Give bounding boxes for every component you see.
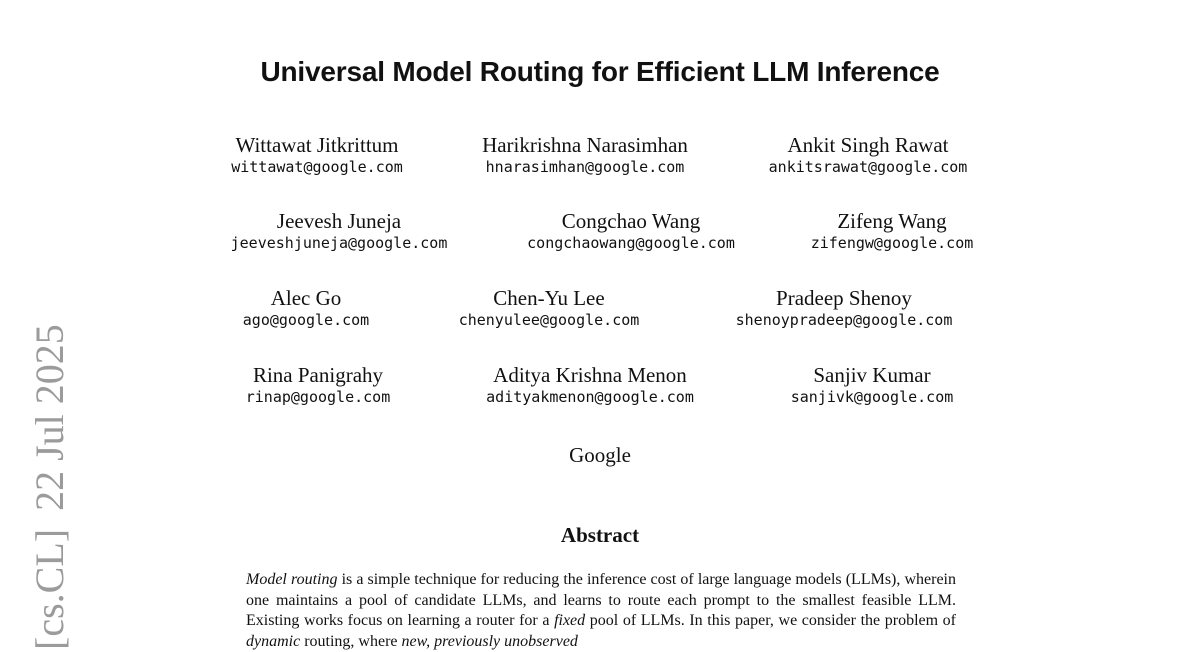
author-email: chenyulee@google.com (458, 311, 640, 329)
arxiv-category: [cs.CL] (27, 528, 72, 650)
abstract-text: is a simple technique for reducing the inference cost of large language models (LLMs), wherein one maintains a pool of candidate LLMs, and learns to route each prompt to the smallest feasible LLM. Existing works focus on learning a router for a (246, 571, 956, 629)
author-name: Rina Panigrahy (252, 363, 384, 387)
author-block (486, 363, 694, 407)
author-block (231, 209, 448, 253)
author-block (231, 133, 403, 177)
author-email: ankitsrawat@google.com (768, 158, 968, 176)
author-email: jeeveshjuneja@google.com (230, 234, 448, 252)
abstract-term-dynamic: dynamic (246, 632, 301, 650)
abstract-term-new: new, previously unobserved (401, 632, 578, 650)
author-email: rinap@google.com (245, 388, 391, 406)
author-block (482, 133, 688, 177)
author-name: Sanjiv Kumar (813, 363, 931, 387)
author-block (769, 133, 968, 177)
author-email: zifengw@google.com (810, 234, 974, 252)
author-name: Alec Go (270, 286, 342, 310)
author-email: shenoypradeep@google.com (735, 311, 953, 329)
author-email: hnarasimhan@google.com (485, 158, 685, 176)
author-email: wittawat@google.com (231, 158, 403, 176)
author-name: Pradeep Shenoy (776, 286, 912, 310)
author-block (243, 286, 369, 330)
author-name: Aditya Krishna Menon (493, 363, 687, 387)
author-name: Jeevesh Juneja (276, 209, 402, 233)
author-block (459, 286, 640, 330)
abstract-text: routing, where (300, 632, 402, 650)
author-block (246, 363, 391, 407)
author-email: congchaowang@google.com (527, 234, 735, 252)
author-block (527, 209, 735, 253)
author-name: Harikrishna Narasimhan (482, 133, 688, 157)
author-name: Chen-Yu Lee (493, 286, 605, 310)
author-block (811, 209, 974, 253)
author-name: Ankit Singh Rawat (787, 133, 949, 157)
abstract-text: pool of LLMs. In this paper, we consider the problem of (585, 612, 956, 629)
author-email: ago@google.com (242, 311, 370, 329)
abstract-heading: Abstract (560, 523, 640, 547)
author-name: Zifeng Wang (837, 209, 947, 233)
author-block (791, 363, 954, 407)
arxiv-stamp (26, 324, 73, 650)
affiliation: Google (569, 443, 631, 467)
abstract-term-fixed: fixed (554, 612, 586, 629)
abstract-term-model-routing: Model routing (246, 571, 338, 588)
author-block (736, 286, 953, 330)
author-email: adityakmenon@google.com (486, 388, 694, 406)
abstract-body (246, 570, 956, 652)
arxiv-date: 22 Jul 2025 (27, 324, 72, 511)
author-name: Wittawat Jitkrittum (235, 133, 399, 157)
author-name: Congchao Wang (561, 209, 701, 233)
author-email: sanjivk@google.com (790, 388, 954, 406)
paper-title: Universal Model Routing for Efficient LLM Inference (260, 56, 940, 87)
